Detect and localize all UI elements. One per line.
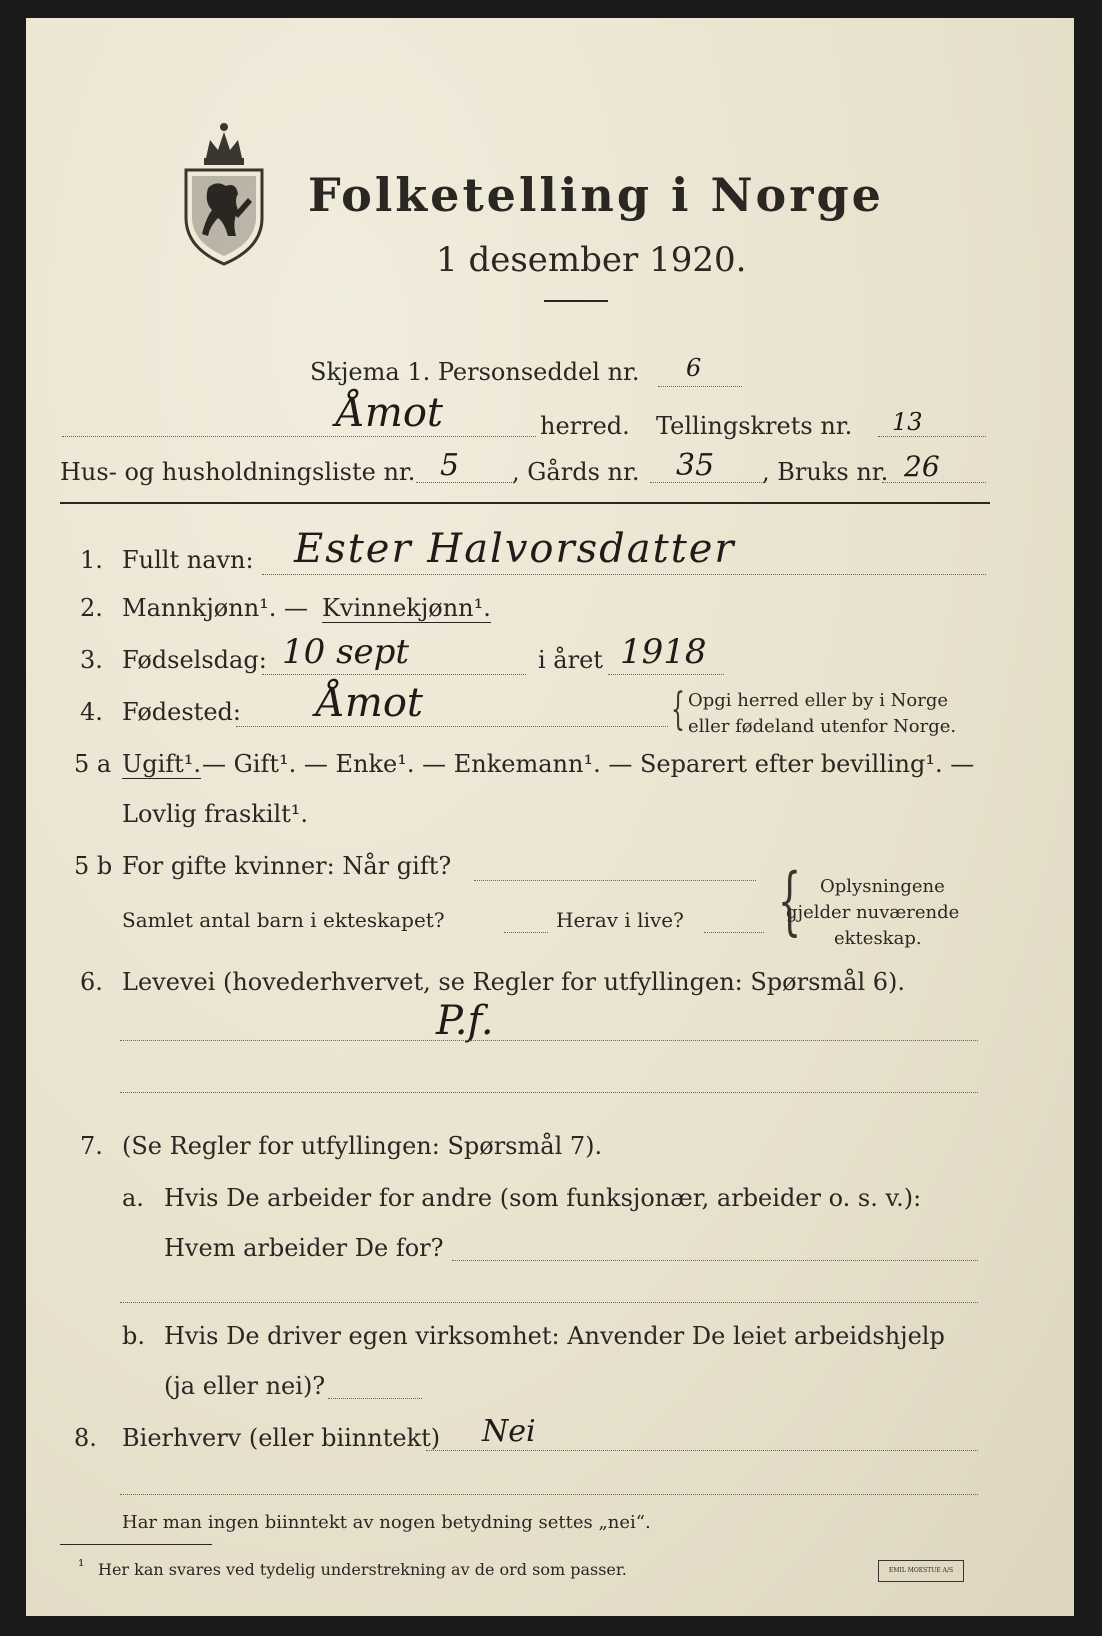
q8-secondary-income-value: Nei [482, 1414, 536, 1449]
gards-label: , Gårds nr. [512, 458, 640, 486]
q5a-ugift-underlined: Ugift¹. [122, 750, 202, 778]
q1-number: 1. [80, 546, 103, 574]
husliste-nr-value: 5 [440, 448, 460, 483]
gards-nr-value: 35 [676, 448, 715, 483]
q3-birthday-value: 10 sept [282, 632, 410, 672]
bruks-label: , Bruks nr. [762, 458, 889, 486]
tellingskrets-nr-value: 13 [892, 408, 923, 436]
q1-full-name-value: Ester Halvorsdatter [294, 526, 736, 572]
skjema-label: Skjema 1. Personseddel nr. [310, 358, 640, 386]
q7-number: 7. [80, 1132, 103, 1160]
q8-field-line1 [426, 1450, 978, 1451]
q3-number: 3. [80, 646, 103, 674]
q1-label: Fullt navn: [122, 546, 254, 574]
q5b-children-field-line [504, 932, 548, 933]
q2-number: 2. [80, 594, 103, 622]
q5b-married-field-line [474, 880, 756, 881]
form-title: Folketelling i Norge [308, 168, 884, 222]
personseddel-nr-value: 6 [686, 354, 702, 382]
q3-label: Fødselsdag: [122, 646, 267, 674]
q5b-note-line1: Oplysningene [820, 876, 945, 897]
q4-note-brace: { [671, 684, 685, 735]
header-divider [60, 502, 990, 504]
q5a-options: — Gift¹. — Enke¹. — Enkemann¹. — Separert efter bevilling¹. — [202, 750, 975, 778]
q7a-letter: a. [122, 1184, 144, 1212]
q7a-field-line2 [120, 1302, 978, 1303]
q3-field-line [262, 674, 526, 675]
footnote-text: Her kan svares ved tydelig understrekning av de ord som passer. [98, 1560, 627, 1579]
q5b-children-label: Samlet antal barn i ekteskapet? [122, 908, 445, 932]
footnote-mark: ¹ [78, 1556, 85, 1575]
q8-number: 8. [74, 1424, 97, 1452]
q1-field-line [262, 574, 986, 575]
q5b-number: 5 b [74, 852, 113, 880]
q5a-line2: Lovlig fraskilt¹. [122, 800, 309, 828]
q2-mannkjonn: Mannkjønn¹. — [122, 594, 309, 622]
q6-field-line2 [120, 1092, 978, 1093]
tellingskrets-label: Tellingskrets nr. [656, 412, 853, 440]
footer-note: Har man ingen biinntekt av nogen betydning settes „nei“. [122, 1512, 651, 1533]
q5b-line1: For gifte kvinner: Når gift? [122, 852, 452, 880]
q5b-alive-field-line [704, 932, 764, 933]
q8-field-line2 [120, 1494, 978, 1495]
q2-kvinnekjonn-underlined: Kvinnekjønn¹. [322, 594, 491, 622]
husliste-field-line [416, 482, 512, 483]
q7b-letter: b. [122, 1322, 145, 1350]
census-form-page [26, 18, 1074, 1616]
q5a-number: 5 a [74, 750, 112, 778]
q7b-field-line [328, 1398, 422, 1399]
q5b-note-line3: ekteskap. [834, 928, 922, 949]
q4-note-line1: Opgi herred eller by i Norge [688, 690, 949, 711]
herred-field-line [62, 436, 536, 437]
tellingskrets-field-line [878, 436, 986, 437]
q8-label: Bierhverv (eller biinntekt) [122, 1424, 441, 1452]
q5b-alive-label: Herav i live? [556, 908, 684, 932]
norwegian-lion-crest-icon [176, 118, 272, 268]
q7a-line2: Hvem arbeider De for? [164, 1234, 444, 1262]
q6-field-line1 [120, 1040, 978, 1041]
q4-number: 4. [80, 698, 103, 726]
q5b-note-line2: gjelder nuværende [786, 902, 960, 923]
herred-label: herred. [540, 412, 630, 440]
q6-occupation-value: P.f. [436, 998, 494, 1044]
q3-year-field-line [608, 674, 724, 675]
q6-label: Levevei (hovederhvervet, se Regler for utfyllingen: Spørsmål 6). [122, 968, 906, 996]
q6-number: 6. [80, 968, 103, 996]
q7a-line1: Hvis De arbeider for andre (som funksjonær, arbeider o. s. v.): [164, 1184, 922, 1212]
q5b-note-brace: { [777, 858, 802, 944]
herred-value: Åmot [336, 390, 443, 436]
q7-label: (Se Regler for utfyllingen: Spørsmål 7). [122, 1132, 603, 1160]
printer-stamp: EMIL MOESTUE A/S [878, 1560, 964, 1582]
q3-year-label: i året [538, 646, 603, 674]
personseddel-field-line [658, 386, 742, 387]
husliste-label: Hus- og husholdningsliste nr. [60, 458, 416, 486]
q3-year-value: 1918 [620, 632, 707, 672]
census-date: 1 desember 1920. [436, 240, 747, 280]
q4-label: Fødested: [122, 698, 241, 726]
footnote-divider [60, 1544, 212, 1545]
q4-field-line [236, 726, 668, 727]
title-divider [544, 300, 608, 302]
q4-note-line2: eller fødeland utenfor Norge. [688, 716, 957, 737]
bruks-nr-value: 26 [904, 450, 940, 483]
q7a-field-line1 [452, 1260, 978, 1261]
q7b-line2: (ja eller nei)? [164, 1372, 326, 1400]
q7b-line1: Hvis De driver egen virksomhet: Anvender De leiet arbeidshjelp [164, 1322, 945, 1350]
q4-birthplace-value: Åmot [316, 680, 423, 726]
